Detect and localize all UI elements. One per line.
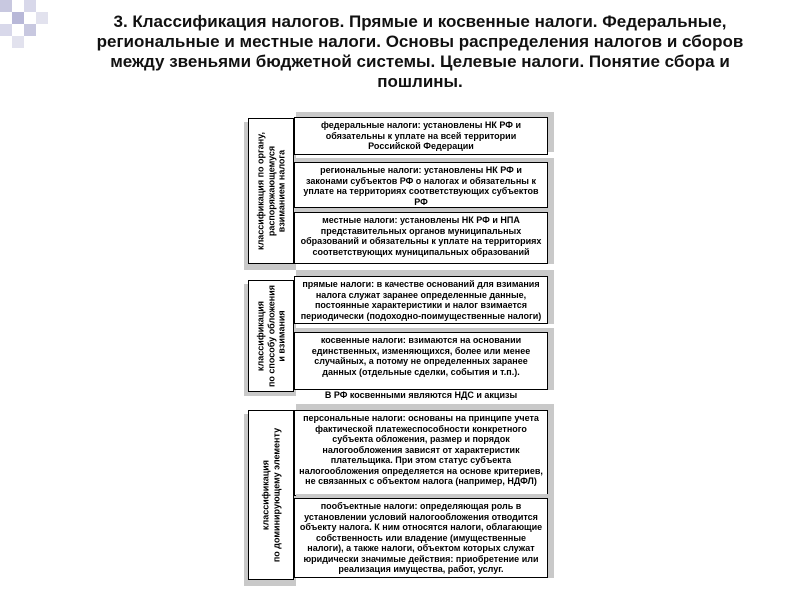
federal-taxes-box: федеральные налоги: установлены НК РФ и обязательны к уплате на всей территории Российской Федерации xyxy=(294,117,548,155)
group-2-label: классификация по способу обложения и взимания xyxy=(255,285,287,388)
decorative-corner-pattern xyxy=(0,0,60,60)
regional-taxes-box: региональные налоги: установлены НК РФ и законами субъектов РФ о налогах и обязательны к уплате на территориях соответствующих субъектов РФ xyxy=(294,162,548,208)
slide-title: 3. Классификация налогов. Прямые и косвенные налоги. Федеральные, региональные и местные налоги. Основы распределения налогов и сборов между звеньями бюджетной системы. Целевые налоги. Понятие сбора и пошлины. xyxy=(96,12,744,91)
indirect-taxes-note: В РФ косвенными являются НДС и акцизы xyxy=(324,390,518,400)
direct-taxes-box: прямые налоги: в качестве оснований для взимания налога служат заранее определенные данные, постоянные характеристики и налог взимается периодически (подоходно-поимущественные налоги) xyxy=(294,276,548,324)
group-2-label-box xyxy=(248,280,294,392)
group-1-label-box xyxy=(248,118,294,264)
group-3-label-box xyxy=(248,410,294,580)
group-3-label: классификация по доминирующему элементу xyxy=(260,427,281,563)
group-1-label: классификация по органу, распоряжающемуся взиманием налога xyxy=(255,131,287,251)
personal-taxes-box: персональные налоги: основаны на принципе учета фактической платежеспособности конкретного субъекта обложения, размер и порядок налогообложения зависят от характеристик плательщика. При этом статус субъекта налогообложения определяется на основе критериев, не связанных с объектом налога (например, НДФЛ) xyxy=(294,410,548,496)
local-taxes-box: местные налоги: установлены НК РФ и НПА представительных органов муниципальных образований и обязательны к уплате на территориях соответствующих муниципальных образований xyxy=(294,212,548,264)
indirect-taxes-box: косвенные налоги: взимаются на основании единственных, изменяющихся, более или менее случайных, а потому не определенных заранее данных (отдельные сделки, события и т.п.). xyxy=(294,332,548,390)
object-taxes-box: пообъектные налоги: определяющая роль в установлении условий налогообложения отводится объекту налога. К ним относятся налоги, облагающие собственность или владение (имущественные налоги), а также налоги, объектом которых служат юридически значимые действия: приобретение или реализация имущества, работ, услуг. xyxy=(294,498,548,578)
